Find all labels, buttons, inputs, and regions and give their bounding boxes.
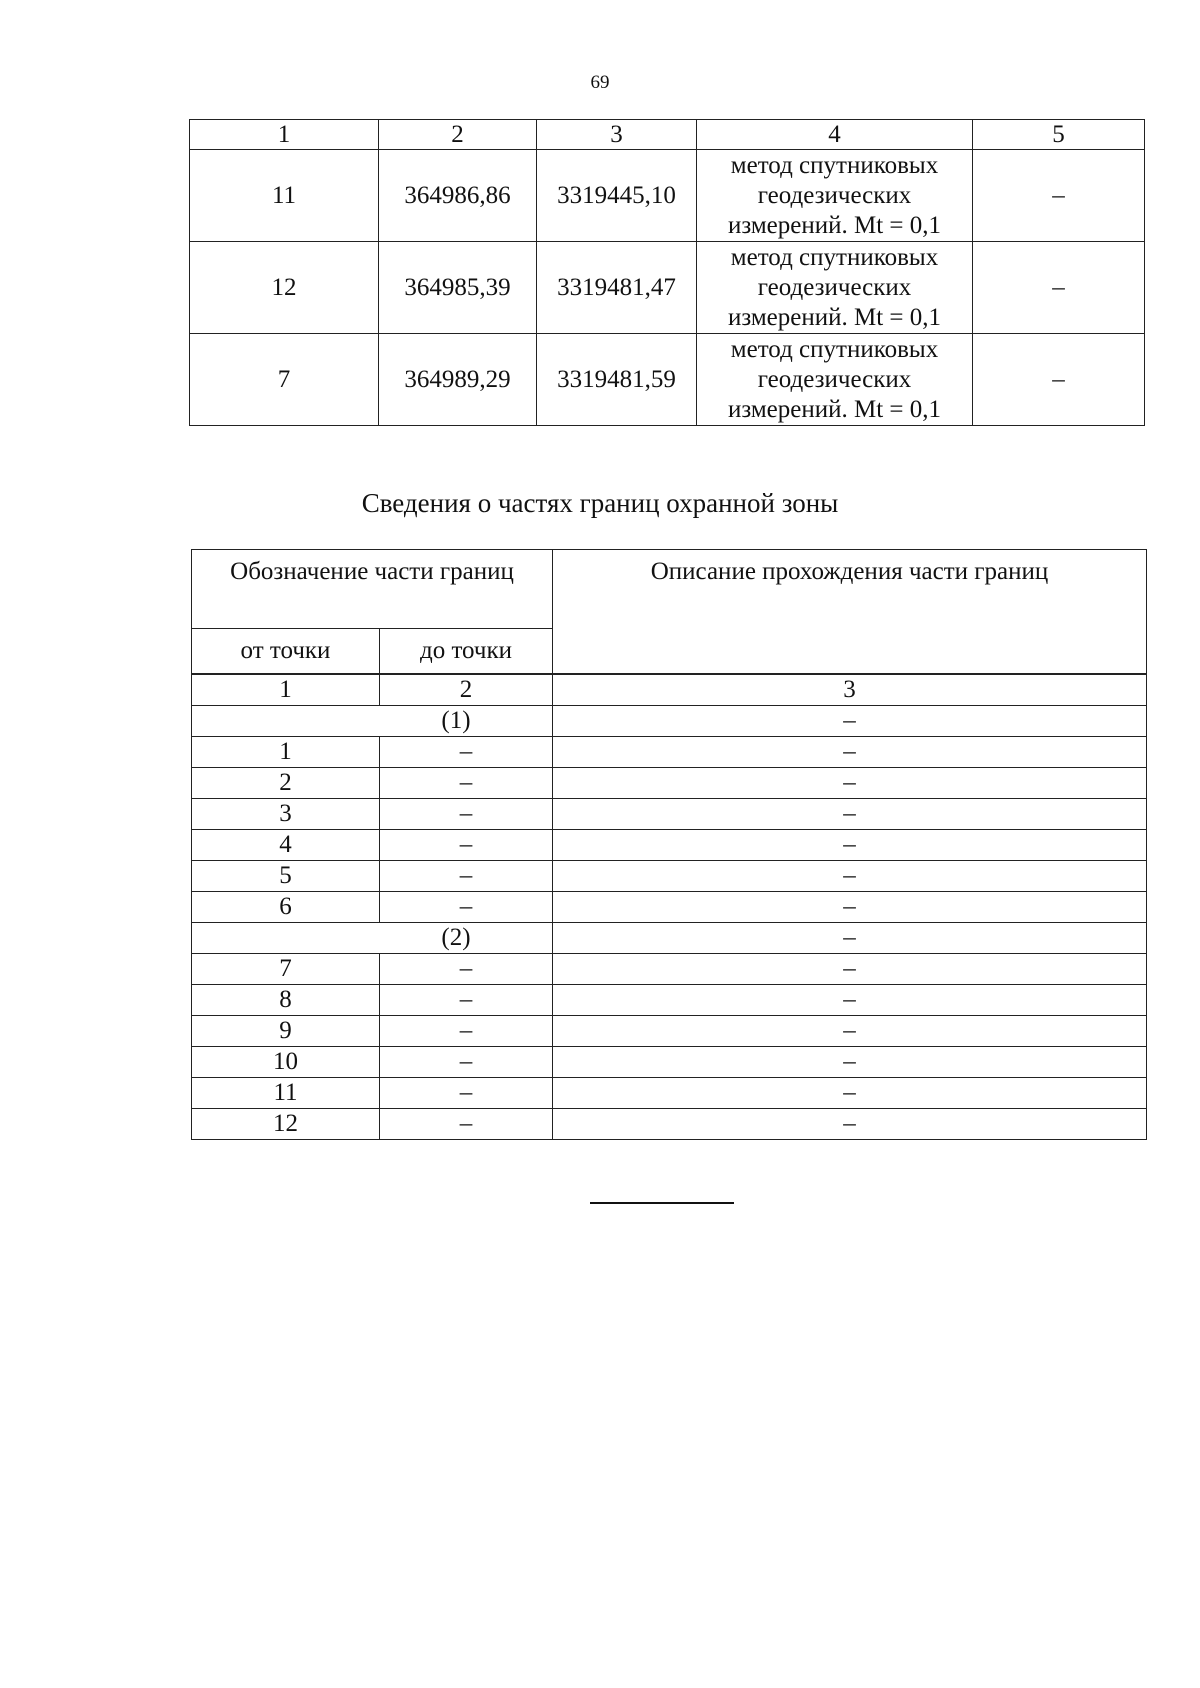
from-point: 4	[192, 830, 380, 861]
table-row	[192, 892, 1147, 923]
y-coordinate: 3319445,10	[537, 150, 697, 242]
from-point: 3	[192, 799, 380, 830]
description-cell: –	[553, 861, 1147, 892]
coordinates-header-row	[190, 120, 1145, 150]
table-row	[190, 334, 1145, 426]
from-point: 6	[192, 892, 380, 923]
group-label-text: (2)	[441, 924, 471, 951]
from-point: 9	[192, 1016, 380, 1047]
section-title: Сведения о частях границ охранной зоны	[361, 488, 839, 518]
table-row	[190, 150, 1145, 242]
from-point: 10	[192, 1047, 380, 1078]
description-cell: –	[553, 706, 1147, 737]
from-point-header: от точки	[192, 629, 380, 674]
to-point: –	[380, 1016, 553, 1047]
description-cell: –	[553, 799, 1147, 830]
x-coordinate: 364989,29	[379, 334, 537, 426]
to-point: –	[380, 954, 553, 985]
column-number: 5	[973, 120, 1145, 150]
to-point: –	[380, 830, 553, 861]
method-description: метод спутниковых геодезических измерений. Mt = 0,1	[697, 242, 973, 334]
table-row	[192, 830, 1147, 861]
coordinates-table	[189, 119, 1145, 426]
from-point: 12	[192, 1109, 380, 1140]
table-row	[192, 985, 1147, 1016]
method-description: метод спутниковых геодезических измерений. Mt = 0,1	[697, 150, 973, 242]
to-point: –	[380, 768, 553, 799]
from-point: 5	[192, 861, 380, 892]
point-id: 7	[190, 334, 379, 426]
group-row	[192, 706, 1147, 737]
parts-table-header	[191, 549, 1147, 674]
point-id: 12	[190, 242, 379, 334]
to-point-header: до точки	[380, 629, 553, 674]
table-row	[192, 1078, 1147, 1109]
y-coordinate: 3319481,47	[537, 242, 697, 334]
from-point: 11	[192, 1078, 380, 1109]
group-label-text: (1)	[441, 707, 471, 734]
table-row	[190, 242, 1145, 334]
column-number: 4	[697, 120, 973, 150]
column-number: 2	[380, 675, 553, 706]
to-point: –	[380, 1047, 553, 1078]
group-row	[192, 923, 1147, 954]
table-row	[192, 799, 1147, 830]
group-label	[192, 923, 553, 954]
table-row	[192, 954, 1147, 985]
table-row	[192, 1016, 1147, 1047]
column-number: 3	[537, 120, 697, 150]
description-cell: –	[553, 768, 1147, 799]
note-cell: –	[973, 334, 1145, 426]
group-label	[192, 706, 553, 737]
description-cell: –	[553, 1016, 1147, 1047]
to-point: –	[380, 799, 553, 830]
description-cell: –	[553, 954, 1147, 985]
description-cell: –	[553, 892, 1147, 923]
to-point: –	[380, 985, 553, 1016]
from-point: 7	[192, 954, 380, 985]
column-number: 2	[379, 120, 537, 150]
from-point: 8	[192, 985, 380, 1016]
column-number: 3	[553, 675, 1147, 706]
description-cell: –	[553, 985, 1147, 1016]
description-cell: –	[553, 830, 1147, 861]
to-point: –	[380, 892, 553, 923]
description-cell: –	[553, 1047, 1147, 1078]
table-row	[192, 1109, 1147, 1140]
table-row	[192, 1047, 1147, 1078]
end-divider	[590, 1202, 734, 1204]
column-number: 1	[192, 675, 380, 706]
y-coordinate: 3319481,59	[537, 334, 697, 426]
x-coordinate: 364986,86	[379, 150, 537, 242]
description-cell: –	[553, 1109, 1147, 1140]
column-number: 1	[190, 120, 379, 150]
x-coordinate: 364985,39	[379, 242, 537, 334]
from-point: 2	[192, 768, 380, 799]
table-row	[192, 737, 1147, 768]
method-description: метод спутниковых геодезических измерений. Mt = 0,1	[697, 334, 973, 426]
description-cell: –	[553, 923, 1147, 954]
designation-header: Обозначение части границ	[192, 550, 553, 629]
table-row	[192, 861, 1147, 892]
description-cell: –	[553, 1078, 1147, 1109]
note-cell: –	[973, 242, 1145, 334]
to-point: –	[380, 737, 553, 768]
table-row	[192, 768, 1147, 799]
from-point: 1	[192, 737, 380, 768]
page-number: 69	[590, 72, 610, 93]
parts-table	[191, 674, 1147, 1140]
point-id: 11	[190, 150, 379, 242]
to-point: –	[380, 1078, 553, 1109]
description-cell: –	[553, 737, 1147, 768]
description-header: Описание прохождения части границ	[553, 550, 1147, 674]
to-point: –	[380, 1109, 553, 1140]
note-cell: –	[973, 150, 1145, 242]
to-point: –	[380, 861, 553, 892]
column-numbers-row	[192, 675, 1147, 706]
